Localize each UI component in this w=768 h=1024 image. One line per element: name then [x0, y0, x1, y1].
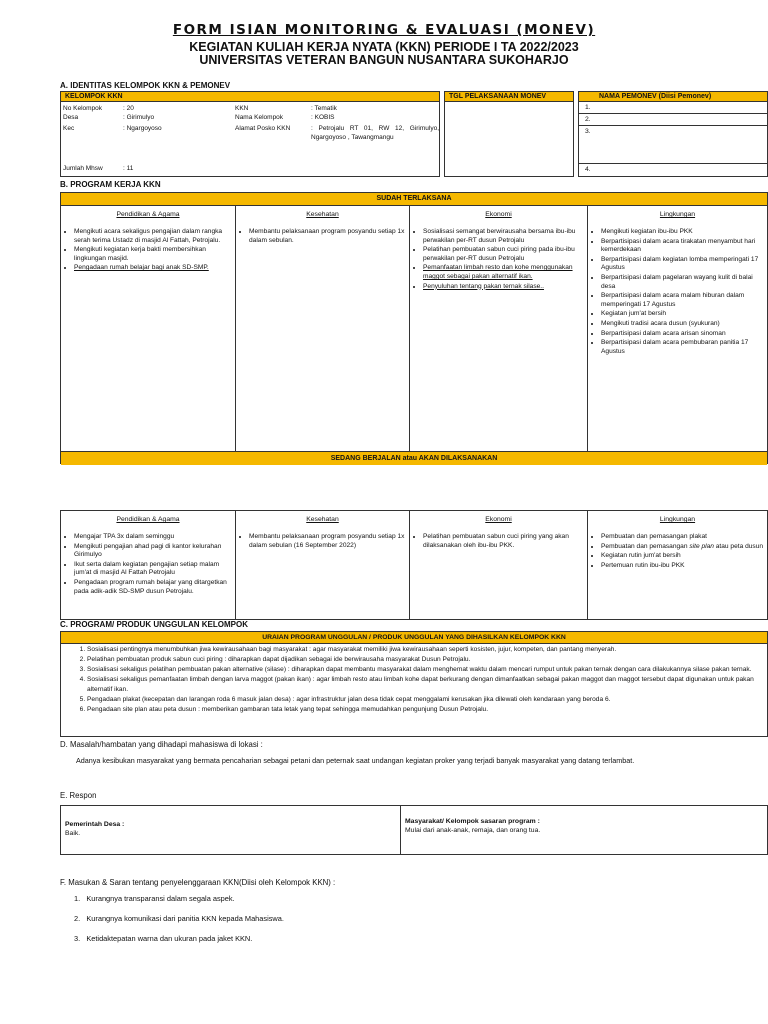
respon-desa-label: Pemerintah Desa : — [65, 821, 125, 828]
kelompok-box — [60, 91, 440, 177]
list-item: • Membantu pelaksanaan program posyandu setiap 1x dalam sebulan (16 September 2022) — [249, 533, 409, 550]
masalah-text: Adanya kesibukan masyarakat yang bermata pencaharian sebagai petani dan peternak saat undangan kegiatan proker yang terjadi banyak masyarakat yang datang terlambat. — [76, 756, 635, 765]
pemonev-row: 3. — [579, 126, 767, 164]
col-head: Ekonomi — [485, 211, 512, 218]
field-key: KKN — [235, 105, 249, 112]
list-item-italic: site plan — [689, 542, 714, 550]
field-key: Alamat Posko KKN — [235, 125, 291, 132]
field-key: No Kelompok — [63, 105, 103, 112]
jumlah-field — [63, 165, 233, 174]
respon-masyarakat-value: Mulai dari anak-anak, remaja, dan orang tua. — [405, 827, 541, 834]
list-item-text: Kurangnya komunikasi dari panitia KKN kepada Mahasiswa. — [86, 914, 284, 923]
field-key: Jumlah Mhsw — [63, 165, 103, 172]
pemonev-row: 1. — [579, 102, 767, 114]
saran-list — [74, 889, 734, 949]
pemonev-box — [578, 91, 768, 177]
tgl-monev-box — [444, 91, 574, 177]
field-value: : 11 — [123, 165, 134, 172]
done-header: SUDAH TERLAKSANA — [61, 193, 767, 206]
section-a-title: A. IDENTITAS KELOMPOK KKN & PEMONEV — [60, 81, 231, 90]
list-item: • Mengikuti tradisi acara dusun (syukuran) — [601, 320, 767, 329]
col-head: Pendidikan & Agama — [116, 516, 180, 523]
respon-box — [60, 805, 768, 855]
list-item: • Membantu pelaksanaan program posyandu setiap 1x dalam sebulan. — [249, 228, 409, 245]
list-item: 3. Sosialisasi sekaligus pelatihan pembuatan pakan alternative (silase) : diharapkan dapat membantu masyarakat dalam menghemat waktu dalam mencari rumput untuk pakan ternak dengan cara dilakukannya silase pakan ternak. — [87, 665, 767, 675]
list-item: • Mengikuti kegiatan kerja bakti membersihkan lingkungan masjid. — [74, 246, 235, 263]
program-unggulan-box — [60, 631, 768, 737]
list-item: • Mengikuti pengajian ahad pagi di kantor kelurahan Girimulyo — [74, 543, 235, 560]
section-f-title: F. Masukan & Saran tentang penyelenggaraan KKN(Diisi oleh Kelompok KKN) : — [60, 878, 336, 887]
list-item: 5. Pengadaan plakat (kecepatan dan larangan roda 6 masuk jalan desa) : agar infrastruktur jalan desa tidak cepat menggalami kerusakan jika dilewati oleh kendaraan yang beroda 6. — [87, 695, 767, 705]
list-item: • Sosialisasi semangat berwirausaha bersama ibu-ibu perwakilan per-RT dusun Petrojalu — [423, 228, 587, 245]
list-item: 3. Ketidaktepatan warna dan ukuran pada jaket KKN. — [74, 934, 253, 943]
unggulan-header: URAIAN PROGRAM UNGGULAN / PRODUK UNGGULAN YANG DIHASILKAN KELOMPOK KKN — [61, 632, 767, 644]
respon-desa-value: Baik. — [65, 830, 81, 837]
field-row — [63, 105, 233, 114]
list-item: • Pertemuan rutin ibu-ibu PKK — [601, 562, 767, 571]
list-item: • Kegiatan jum'at bersih — [601, 310, 767, 319]
list-item: • Kegiatan rutin jum'at bersih — [601, 552, 767, 561]
field-value: : Girimulyo — [123, 113, 155, 121]
form-subtitle-1: KEGIATAN KULIAH KERJA NYATA (KKN) PERIODE I TA 2022/2023 — [189, 40, 579, 54]
pemonev-row: 2. — [579, 114, 767, 126]
field-value: : KOBIS — [311, 113, 335, 121]
tgl-monev-header: TGL PELAKSANAAN MONEV — [445, 92, 573, 102]
form-subtitle-2: UNIVERSITAS VETERAN BANGUN NUSANTARA SUKOHARJO — [199, 53, 569, 67]
col-head: Kesehatan — [306, 211, 339, 218]
list-item: • Pelatihan pembuatan sabun cuci piring yang akan dilaksanakan oleh ibu-ibu PKK. — [423, 533, 587, 550]
program-ongoing-box — [60, 510, 768, 620]
respon-masyarakat-label: Masyarakat/ Kelompok sasaran program : — [405, 818, 540, 825]
section-e-title: E. Respon — [60, 791, 97, 800]
ongoing-header: SEDANG BERJALAN atau AKAN DILAKSANAKAN — [61, 451, 767, 465]
list-item: • Mengikuti kegiatan ibu-ibu PKK — [601, 228, 767, 237]
list-item — [601, 543, 767, 552]
field-value: : Tematik — [311, 105, 337, 112]
list-item: • Pemanfaatan limbah resto dan kohe menggunakan maggot sebagai pakan alternatif ikan. — [423, 264, 587, 281]
pemonev-header: NAMA PEMONEV (Diisi Pemonev) — [579, 92, 767, 102]
list-item: • Berpartisipasi dalam acara malam hiburan dalam memperingati 17 Agustus — [601, 292, 767, 309]
list-item: 2. Pelatihan pembuatan produk sabun cuci piring : diharapkan dapat dijadikan sebagai ide berwirausaha masyarakat Dusun Petrojalu. — [87, 655, 767, 665]
col-head: Lingkungan — [659, 516, 696, 523]
list-item: • Mengajar TPA 3x dalam seminggu — [74, 533, 235, 542]
ongoing-col-ekonomi — [410, 511, 588, 619]
list-item-text: Ketidaktepatan warna dan ukuran pada jaket KKN. — [86, 934, 253, 943]
field-value: : Ngargoyoso — [123, 125, 162, 132]
list-item: • Berpartisipasi dalam kegiatan lomba memperingati 17 Agustus — [601, 256, 767, 273]
list-item: 6. Pengadaan site plan atau peta dusun : memberikan gambaran tata letak yang tepat sehingga memudahkan pengunjung Dusun Petrojalu. — [87, 705, 767, 715]
section-c-title: C. PROGRAM/ PRODUK UNGGULAN KELOMPOK — [60, 620, 248, 629]
pemonev-row: 4. — [585, 166, 591, 173]
field-key: Desa — [63, 113, 79, 121]
done-col-pendidikan — [61, 206, 236, 451]
program-done-box — [60, 192, 768, 464]
list-item: • Pembuatan dan pemasangan plakat — [601, 533, 767, 542]
field-key: Kec — [63, 125, 75, 132]
respon-desa — [61, 806, 401, 854]
field-value: : 20 — [123, 105, 134, 112]
ongoing-col-pendidikan — [61, 511, 236, 619]
list-item: • Mengikuti acara sekaligus pengajian dalam rangka serah terima Ustadz di masjid Al Fattah, Petrojalu. — [74, 228, 235, 245]
list-item: • Pengadaan program rumah belajar yang ditargetkan pada adik-adik SD-SMP dusun Petrojalu. — [74, 579, 235, 596]
field-row — [63, 122, 233, 134]
section-d-title: D. Masalah/hambatan yang dihadapi mahasiswa di lokasi : — [60, 740, 263, 749]
list-item: • Berpartisipasi dalam pagelaran wayang kulit di balai desa — [601, 274, 767, 291]
col-head: Ekonomi — [485, 516, 512, 523]
list-item: • Berpartisipasi dalam acara tirakatan menyambut hari kemerdekaan — [601, 238, 767, 255]
list-item: 1. Sosialisasi pentingnya menumbuhkan jiwa kewirausahaan bagi masyarakat : agar masyarakat memiliki jiwa kewirausahaan seperti kosisten, jujur, kompeten, dan pantang menyerah. — [87, 645, 767, 655]
done-col-ekonomi — [410, 206, 588, 451]
list-item-text: Pembuatan dan pemasangan — [601, 542, 690, 550]
list-item: 2. Kurangnya komunikasi dari panitia KKN kepada Mahasiswa. — [74, 914, 284, 923]
list-item: • Berpartisipasi dalam acara pembubaran panitia 17 Agustus — [601, 339, 767, 356]
list-item: • Berpartisipasi dalam acara arisan sinoman — [601, 330, 767, 339]
list-item: • Pengadaan rumah belajar bagi anak SD-SMP. — [74, 264, 235, 273]
col-head: Lingkungan — [659, 211, 696, 218]
form-title: FORM ISIAN MONITORING & EVALUASI (MONEV) — [172, 22, 596, 38]
col-head: Pendidikan & Agama — [116, 211, 180, 218]
field-key: Nama Kelompok — [235, 113, 284, 121]
ongoing-col-lingkungan — [588, 511, 767, 619]
kelompok-left-fields — [63, 105, 233, 134]
field-value: : Petrojalu RT 01, RW 12, Girimulyo, Ngargoyoso , Tawangmangu — [311, 125, 439, 141]
list-item: 4. Sosialisasi sekaligus pemanfaatan limbah dengan larva maggot (pakan ikan) : agar limbah resto atau limbah kohe dapat berkurang dengan dimanfaatkan sebagai pakan maggot dan maggot tersebut dapat digunakan untuk pakan alternatif ikan. — [87, 675, 767, 695]
col-head: Kesehatan — [306, 516, 339, 523]
list-item: • Ikut serta dalam kegiatan pengajian setiap malam jum'at di masjid Al Fattah Petrojalu — [74, 561, 235, 578]
field-row — [63, 114, 233, 123]
unggulan-list — [61, 645, 767, 715]
done-col-lingkungan — [588, 206, 767, 451]
ongoing-col-kesehatan — [236, 511, 410, 619]
list-item: • Penyuluhan tentang pakan ternak silase.. — [423, 283, 587, 292]
list-item-text: atau peta dusun — [713, 542, 764, 550]
list-item-text: Kurangnya transparansi dalam segala aspek. — [86, 894, 235, 903]
kelompok-mid-fields — [235, 105, 439, 142]
respon-masyarakat — [401, 806, 540, 835]
list-item: 1. Kurangnya transparansi dalam segala aspek. — [74, 894, 235, 903]
done-columns — [61, 206, 767, 451]
section-b-title: B. PROGRAM KERJA KKN — [60, 180, 161, 189]
list-item: • Pelatihan pembuatan sabun cuci piring pada ibu-ibu perwakilan per-RT dusun Petrojalu — [423, 246, 587, 263]
kelompok-header: KELOMPOK KKN — [61, 92, 439, 102]
done-col-kesehatan — [236, 206, 410, 451]
